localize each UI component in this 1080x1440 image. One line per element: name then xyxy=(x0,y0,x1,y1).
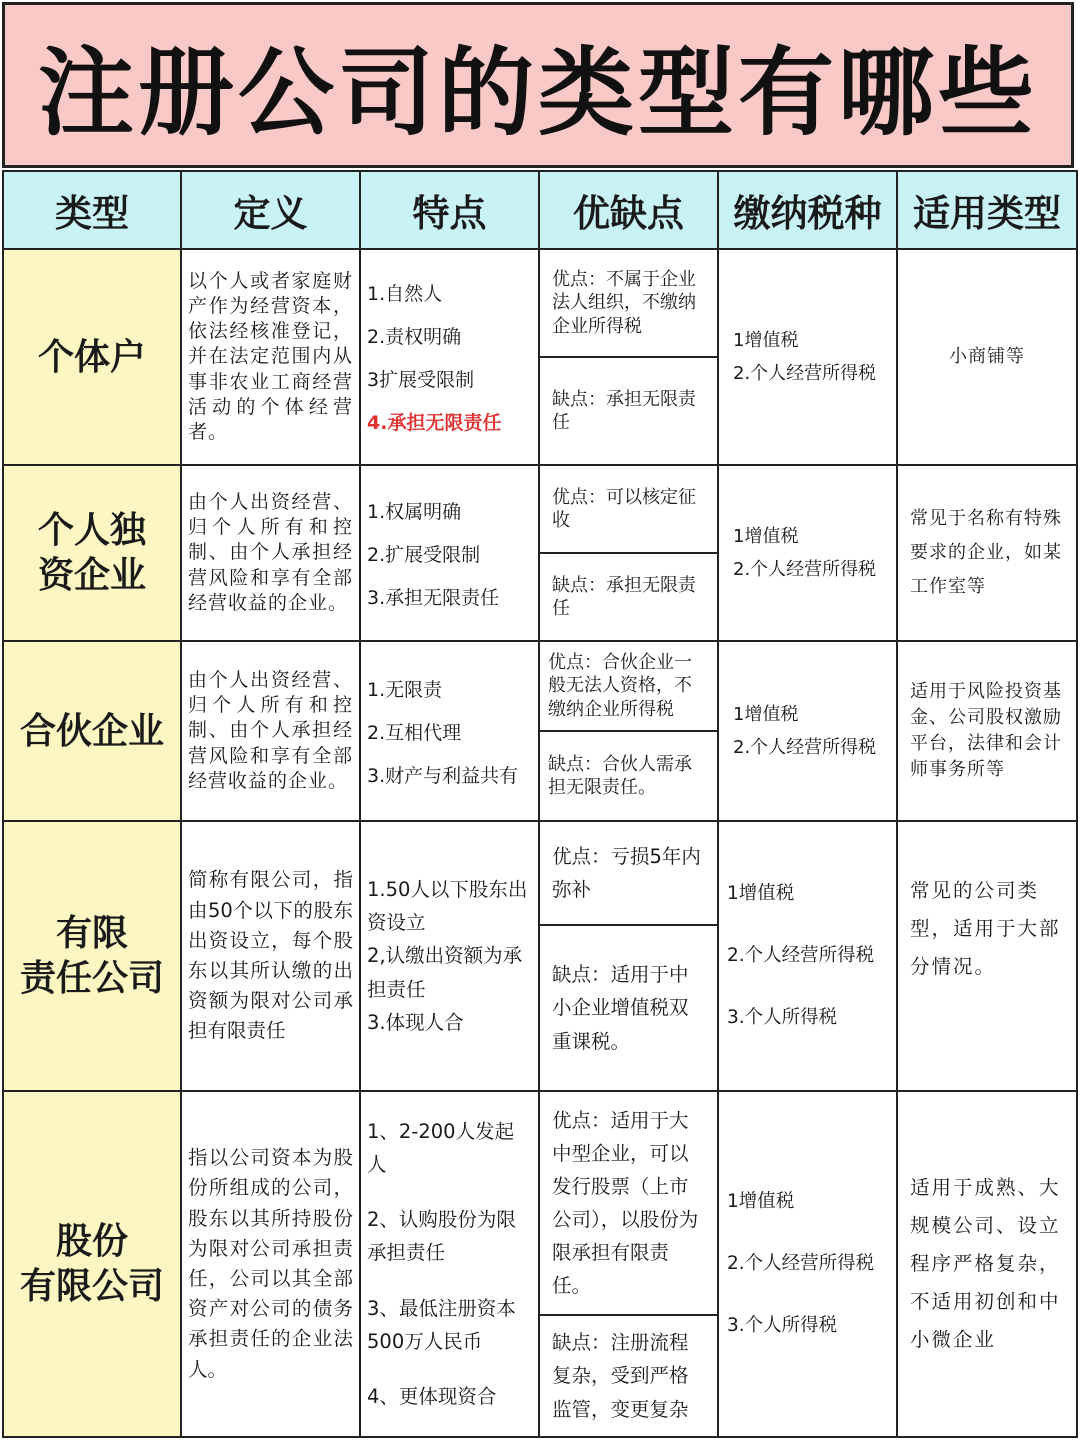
features-list xyxy=(361,873,538,1039)
feature-item: 1、2-200人发起人 xyxy=(367,1120,515,1177)
suitable-cell xyxy=(897,1091,1077,1437)
type-cell xyxy=(3,821,181,1091)
definition-text: 简称有限公司，指由50个以下的股东出资设立，每个股东以其所认缴的出资额为限对公司承担有限责任 xyxy=(188,868,353,1043)
definition-cell xyxy=(181,465,360,641)
cons-text: 缺点：承担无限责任 xyxy=(552,574,696,619)
company-types-table xyxy=(2,170,1078,1438)
taxes-cell xyxy=(718,465,897,641)
pros-cons-cell xyxy=(539,821,718,1091)
tax-item: 2.个人经营所得税 xyxy=(733,559,877,580)
features-list xyxy=(361,489,538,618)
suitable-text: 常见的公司类型，适用于大部分情况。 xyxy=(910,879,1061,979)
type-cell xyxy=(3,465,181,641)
definition-text: 由个人出资经营、归个人所有和控制、由个人承担经营风险和享有全部经营收益的企业。 xyxy=(188,490,353,614)
definition-text: 指以公司资本为股份所组成的公司，股东以其所持股份为限对公司承担责任，公司以其全部资产对公司的债务承担责任的企业法人。 xyxy=(188,1146,353,1381)
table-row xyxy=(3,465,1077,641)
suitable-cell xyxy=(897,465,1077,641)
pros-cons-cell xyxy=(539,1091,718,1437)
pros-text: 优点：亏损5年内弥补 xyxy=(540,822,717,926)
taxes-cell xyxy=(718,641,897,821)
header-definition: 定义 xyxy=(181,171,360,249)
feature-item: 2.责权明确 xyxy=(367,326,462,348)
type-cell xyxy=(3,1091,181,1437)
suitable-text: 小商铺等 xyxy=(949,346,1025,368)
definition-text: 由个人出资经营、归个人所有和控制、由个人承担经营风险和享有全部经营收益的企业。 xyxy=(188,668,353,792)
feature-item-highlight: 4.承担无限责任 xyxy=(367,412,502,434)
header-pros-cons: 优缺点 xyxy=(539,171,718,249)
suitable-cell xyxy=(897,821,1077,1091)
type-cell xyxy=(3,249,181,465)
feature-item: 1.权属明确 xyxy=(367,500,462,523)
taxes-list xyxy=(719,863,896,1050)
features-cell xyxy=(360,641,539,821)
feature-item: 1.无限责 xyxy=(367,678,443,701)
features-cell xyxy=(360,1091,539,1437)
taxes-cell xyxy=(718,1091,897,1437)
type-label-line: 个人独 xyxy=(37,510,146,551)
title-banner xyxy=(2,2,1074,168)
suitable-cell xyxy=(897,641,1077,821)
features-list xyxy=(361,667,538,796)
type-label-line: 责任公司 xyxy=(19,958,164,999)
pros-text: 优点：可以核定征收 xyxy=(540,466,717,554)
type-cell xyxy=(3,641,181,821)
suitable-text: 适用于风险投资基金、公司股权激励平台，法律和会计师事务所等 xyxy=(910,680,1062,781)
features-list xyxy=(361,271,538,443)
feature-item: 2.扩展受限制 xyxy=(367,543,481,566)
type-label: 个体户 xyxy=(37,336,146,378)
type-label-line: 股份 xyxy=(55,1221,128,1262)
tax-item: 1增值税 xyxy=(727,882,795,904)
cons-text: 缺点：适用于中小企业增值税双重课税。 xyxy=(552,963,689,1053)
definition-cell xyxy=(181,1091,360,1437)
table-row xyxy=(3,821,1077,1091)
pros-cons-cell xyxy=(539,641,718,821)
tax-item: 1增值税 xyxy=(733,525,799,547)
feature-item: 3扩展受限制 xyxy=(367,369,475,391)
taxes-list xyxy=(719,698,896,765)
header-taxes: 缴纳税种 xyxy=(718,171,897,249)
type-label-line: 有限公司 xyxy=(19,1266,164,1307)
suitable-cell xyxy=(897,249,1077,465)
feature-item: 3.体现人合 xyxy=(367,1010,464,1034)
tax-item: 1增值税 xyxy=(733,703,799,725)
tax-item: 2.个人经营所得税 xyxy=(727,944,875,966)
tax-item: 2.个人经营所得税 xyxy=(733,363,877,384)
feature-item: 2.互相代理 xyxy=(367,721,462,744)
definition-text: 以个人或者家庭财产作为经营资本，依法经核准登记，并在法定范围内从事非农业工商经营活动的个体经营者。 xyxy=(188,269,353,444)
table-row xyxy=(3,641,1077,821)
tax-item: 1增值税 xyxy=(733,329,799,351)
taxes-cell xyxy=(718,821,897,1091)
definition-cell xyxy=(181,821,360,1091)
cons-text: 缺点：承担无限责任 xyxy=(552,388,696,433)
feature-item: 3.承担无限责任 xyxy=(367,586,500,609)
pros-text: 优点：不属于企业法人组织，不缴纳企业所得税 xyxy=(540,250,717,358)
feature-item: 3.财产与利益共有 xyxy=(367,764,519,787)
taxes-list xyxy=(719,1171,896,1358)
features-cell xyxy=(360,249,539,465)
header-row xyxy=(3,171,1077,249)
tax-item: 3.个人所得税 xyxy=(727,1007,838,1029)
pros-cons-cell xyxy=(539,465,718,641)
definition-cell xyxy=(181,641,360,821)
suitable-text: 常见于名称有特殊要求的企业，如某工作室等 xyxy=(910,507,1062,598)
type-label-line: 资企业 xyxy=(37,555,146,596)
cons-text: 缺点：注册流程复杂，受到严格监管，变更复杂 xyxy=(552,1331,689,1421)
table-row xyxy=(3,1091,1077,1437)
taxes-list xyxy=(719,520,896,587)
header-suitable: 适用类型 xyxy=(897,171,1077,249)
suitable-text: 适用于成熟、大规模公司、设立程序严格复杂，不适用初创和中小微企业 xyxy=(910,1175,1061,1352)
type-label-line: 有限 xyxy=(55,913,128,954)
header-features: 特点 xyxy=(360,171,539,249)
feature-item: 3、最低注册资本500万人民币 xyxy=(367,1296,516,1353)
features-list xyxy=(361,1115,538,1413)
features-cell xyxy=(360,465,539,641)
page-title: 注册公司的类型有哪些 xyxy=(38,36,1038,149)
feature-item: 1.自然人 xyxy=(367,283,443,305)
feature-item: 1.50人以下股东出资设立 xyxy=(367,878,528,935)
tax-item: 2.个人经营所得税 xyxy=(733,737,877,758)
table-row xyxy=(3,249,1077,465)
feature-item: 2,认缴出资额为承担责任 xyxy=(367,944,523,1001)
type-label: 合伙企业 xyxy=(19,710,164,752)
pros-text: 优点：适用于大中型企业，可以发行股票（上市公司），以股份为限承担有限责任。 xyxy=(540,1092,717,1316)
taxes-cell xyxy=(718,249,897,465)
feature-item: 2、认购股份为限承担责任 xyxy=(367,1208,516,1265)
taxes-list xyxy=(719,324,896,391)
tax-item: 2.个人经营所得税 xyxy=(727,1252,875,1274)
pros-cons-cell xyxy=(539,249,718,465)
header-type: 类型 xyxy=(3,171,181,249)
definition-cell xyxy=(181,249,360,465)
tax-item: 1增值税 xyxy=(727,1190,795,1212)
cons-text: 缺点：合伙人需承担无限责任。 xyxy=(548,753,692,798)
feature-item: 4、更体现资合 xyxy=(367,1384,497,1408)
pros-text: 优点：合伙企业一般无法人资格，不缴纳企业所得税 xyxy=(540,642,717,732)
features-cell xyxy=(360,821,539,1091)
tax-item: 3.个人所得税 xyxy=(727,1315,838,1337)
